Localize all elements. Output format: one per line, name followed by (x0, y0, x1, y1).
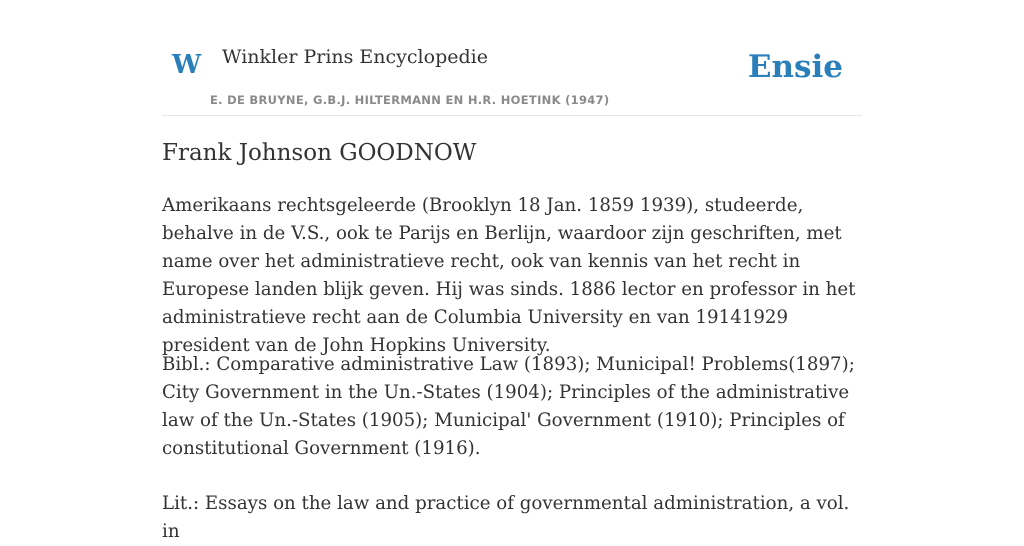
publication-header (162, 0, 862, 116)
article-paragraph-literature: Lit.: Essays on the law and practice of governmental administration, a vol. in (162, 493, 850, 542)
article-paragraph-bibliography: Bibl.: Comparative administrative Law (1893); Municipal! Problems(1897); City Government in the Un.-States (1904); Principles of the administrative law of the Un.-States (1905); Municipal' Government (1910); Principles of constitutional Government (1916). (162, 354, 855, 459)
article-page (162, 0, 862, 542)
publication-authors: E. DE BRUYNE, G.B.J. HILTERMANN EN H.R. HOETINK (1947) (210, 93, 610, 107)
publication-logo-icon[interactable]: W (172, 50, 202, 80)
ensie-logo-link[interactable]: Ensie (747, 49, 843, 85)
publication-title[interactable]: Winkler Prins Encyclopedie (222, 46, 488, 68)
article-paragraph-description: Amerikaans rechtsgeleerde (Brooklyn 18 Jan. 1859 1939), studeerde, behalve in de V.S., ook te Parijs en Berlijn, waardoor zijn geschriften, met name over het administratieve recht, ook van kennis van het recht in Europese landen blijk geven. Hij was sinds. 1886 lector en professor in het administratieve recht aan de Columbia University en van 19141929 president van de John Hopkins University. (162, 195, 856, 356)
article-title: Frank Johnson GOODNOW (162, 140, 477, 166)
